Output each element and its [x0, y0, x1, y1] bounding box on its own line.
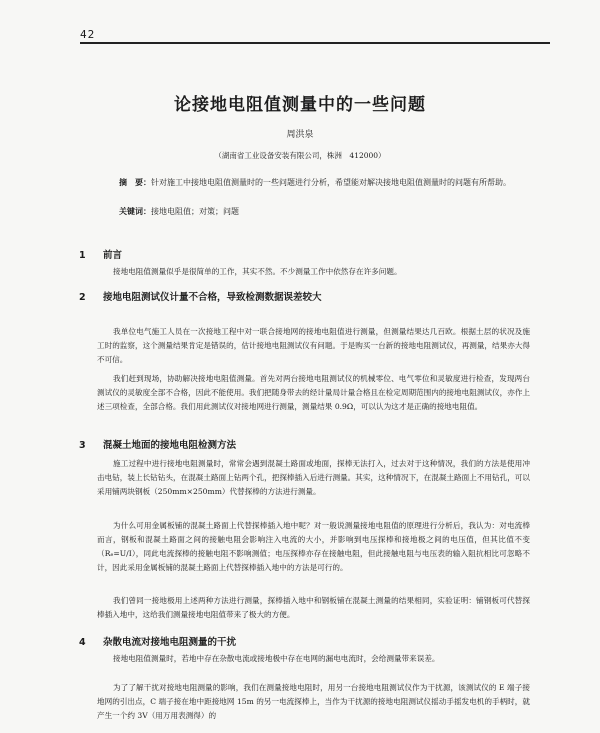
section-title: 接地电阻测试仪计量不合格，导致检测数据误差较大	[103, 292, 322, 303]
paragraph: 接地电阻值测量时，若地中存在杂散电流或接地极中存在电网的漏电电流时，会给测量带来误差。	[113, 654, 440, 663]
author: 周洪泉	[286, 130, 314, 140]
section-number: 4	[79, 637, 86, 648]
paper-title: 论接地电阻值测量中的一些问题	[174, 95, 426, 115]
abstract	[97, 176, 517, 189]
keywords-text: 接地电阻值；对策；问题	[151, 207, 239, 216]
abstract-text: 针对施工中接地电阻值测量时的一些问题进行分析，希望能对解决接地电阻值测量时的问题有所帮助。	[151, 178, 511, 187]
section-title: 杂散电流对接地电阻测量的干扰	[103, 637, 237, 648]
affiliation: （湖南省工业设备安装有限公司，株洲 412000）	[214, 151, 386, 160]
page-number: 42	[80, 28, 96, 41]
paragraph: 我单位电气施工人员在一次接地工程中对一联合接地网的接地电阻值进行测量，但测量结果达几百欧。根据土层的状况及施工时的监察，这个测量结果肯定是错误的，估计接地电阻测试仪有问题。于是购买一台新的接地电阻测试仪，再测量，结果亦大得不可信。	[97, 327, 530, 364]
section-number: 1	[79, 250, 86, 261]
paragraph: 接地电阻值测量似乎是很简单的工作，其实不然。不少测量工作中依然存在许多问题。	[113, 267, 402, 276]
paragraph: 施工过程中进行接地电阻测量时，常常会遇到混凝土路面或地面，探棒无法打入，过去对于这种情况，我们的方法是使用冲击电钻，装上长钻钻头，在混凝土路面上钻两个孔，把探棒插入后进行测量。其实，这种情况下，在混凝土路面上不用钻孔，可以采用铺两块钢板（250mm×250mm）代替探棒的方法进行测量。	[97, 459, 530, 496]
section-title: 混凝土地面的接地电阻检测方法	[103, 440, 237, 451]
section-3-heading	[79, 437, 236, 451]
paragraph: 为了了解干扰对接地电阻测量的影响，我们在测量接地电阻时，用另一台接地电阻测试仪作为干扰源，该测试仪的 E 端子接地网的引出点，C 端子接在地中距接地网 15m 的另一电流探棒上，当作为干扰源的接地电阻测试仪摇动手摇发电机的手柄时，就产生一个约 3V（用万用表测得）的	[97, 683, 530, 720]
section-number: 3	[79, 440, 86, 451]
keywords	[119, 206, 239, 217]
abstract-label: 摘 要：	[119, 178, 151, 187]
keywords-label: 关键词：	[119, 207, 151, 216]
header-rule	[80, 42, 550, 44]
paragraph: 为什么可用金属板铺的混凝土路面上代替探棒插入地中呢？对一般说测量接地电阻值的原理进行分析后，我认为：对电流棒而言，钢板和混凝土路面之间的接触电阻会影响注入电流的大小，并影响到电压探棒和接地极之间的电压值，但其比值不变（Rₑ=U/I），同此电流探棒的接触电阻不影响测值；电压探棒亦存在接触电阻，但此接触电阻与电压表的输入阻抗相比可忽略不计，因此采用金属板铺的混凝土路面上代替探棒插入地中的方法是可行的。	[97, 521, 530, 572]
section-2-heading	[79, 289, 322, 303]
section-title: 前言	[103, 250, 123, 261]
paragraph: 我们赶到现场，协助解决接地电阻值测量。首先对两台接地电阻测试仪的机械零位、电气零位和灵敏度进行检查，发现两台测试仪的灵敏度全部不合格，因此不能使用。我们把随身带去的经计量局计量合格且在检定周期范围内的接地电阻测试仪，亦作上述三项检查，全部合格。我们用此测试仪对接地网进行测量，测量结果 0.9Ω，可以认为这才是正确的接地电阻值。	[97, 374, 530, 411]
section-1-heading	[79, 247, 122, 261]
section-4-heading	[79, 634, 236, 648]
section-number: 2	[79, 292, 86, 303]
paragraph: 我们曾同一接地极用上述两种方法进行测量，探棒插入地中和钢板铺在混凝土测量的结果相同，实验证明：铺钢板可代替探棒插入地中，这给我们测量接地电阻值带来了极大的方便。	[97, 596, 530, 619]
